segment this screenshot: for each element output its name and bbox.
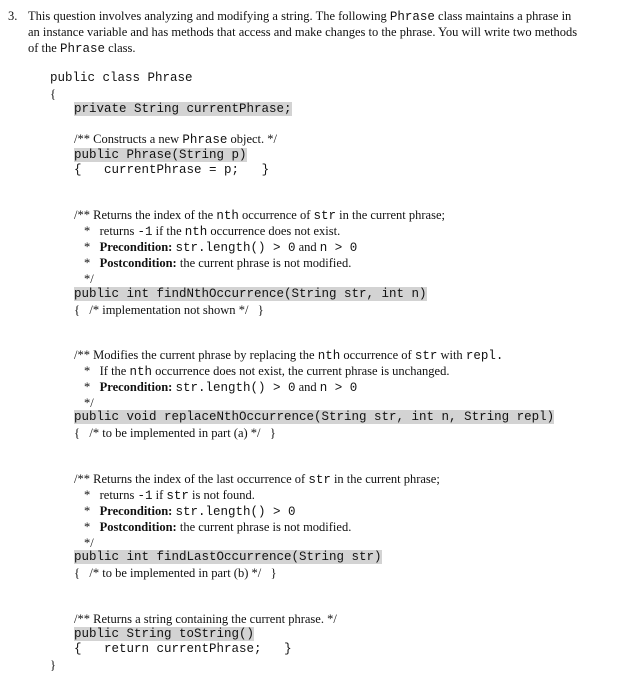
find-nth-postcondition: * Postcondition: the current phrase is not modified. [84,256,352,270]
class-close-brace: } [50,658,56,672]
class-declaration: public class Phrase [50,71,193,85]
replace-nth-comment-line-1: /** Modifies the current phrase by replacing the nth occurrence of str with repl. [74,348,504,363]
to-string-body: { return currentPhrase; } [74,642,292,656]
constructor-comment: /** Constructs a new Phrase object. */ [74,132,278,147]
find-nth-signature: public int findNthOccurrence(String str, int n) [74,287,427,301]
replace-nth-comment-line-2: * If the nth occurrence does not exist, the current phrase is unchanged. [84,364,450,379]
find-nth-body: { /* implementation not shown */ } [74,303,264,317]
field-declaration: private String currentPhrase; [74,102,292,116]
constructor-body: { currentPhrase = p; } [74,163,270,177]
question-number: 3. [8,9,18,23]
find-nth-precondition: * Precondition: str.length() > 0 and n > 0 [84,240,358,255]
question-line-3: of the Phrase class. [28,41,136,56]
find-last-comment-line-1: /** Returns the index of the last occurrence of str in the current phrase; [74,472,440,487]
replace-nth-comment-end: */ [84,396,94,410]
replace-nth-signature: public void replaceNthOccurrence(String str, int n, String repl) [74,410,555,424]
question-line-1: This question involves analyzing and modifying a string. The following Phrase class maintains a phrase in [28,9,572,24]
to-string-signature: public String toString() [74,627,255,641]
find-nth-comment-end: */ [84,272,94,286]
find-last-precondition: * Precondition: str.length() > 0 [84,504,296,519]
to-string-comment: /** Returns a string containing the current phrase. */ [74,612,337,626]
constructor-signature: public Phrase(String p) [74,148,247,162]
find-last-signature: public int findLastOccurrence(String str) [74,550,382,564]
find-last-comment-line-2: * returns -1 if str is not found. [84,488,255,503]
find-last-postcondition: * Postcondition: the current phrase is not modified. [84,520,352,534]
class-open-brace: { [50,87,56,101]
find-last-body: { /* to be implemented in part (b) */ } [74,566,277,580]
find-last-comment-end: */ [84,536,94,550]
find-nth-comment-line-1: /** Returns the index of the nth occurrence of str in the current phrase; [74,208,445,223]
find-nth-comment-line-2: * returns -1 if the nth occurrence does not exist. [84,224,341,239]
replace-nth-body: { /* to be implemented in part (a) */ } [74,426,276,440]
replace-nth-precondition: * Precondition: str.length() > 0 and n > 0 [84,380,358,395]
question-line-2: an instance variable and has methods that access and make changes to the phrase. You will write two methods [28,25,578,39]
